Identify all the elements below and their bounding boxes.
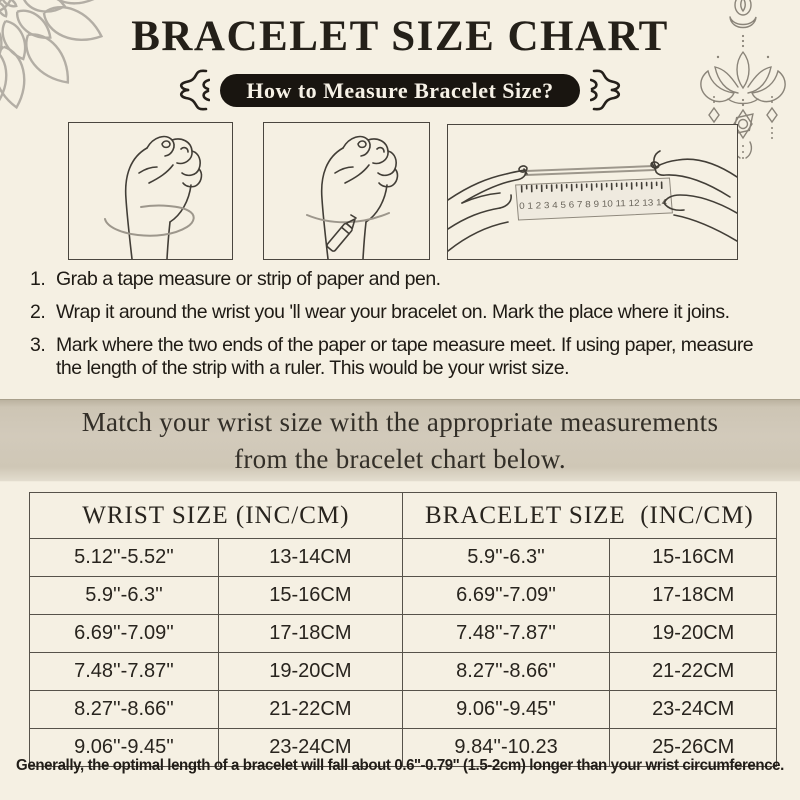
cell: 6.69''-7.09'' [402,577,610,615]
cell: 17-18CM [610,577,777,615]
wrist-size-header: WRIST SIZE (INC/CM) [30,493,403,539]
cell: 9.84''-10.23 [402,729,610,767]
cell: 9.06''-9.45'' [30,729,219,767]
flourish-right-icon [590,68,624,112]
cell: 21-22CM [610,653,777,691]
cell: 25-26CM [610,729,777,767]
cell: 23-24CM [218,729,402,767]
step-3-text: Mark where the two ends of the paper or tape measure meet. If using paper, measure the length of the strip with a ruler. This would be your wrist size. [56,334,754,379]
size-chart-table [29,492,777,767]
page-title: BRACELET SIZE CHART [131,13,669,60]
table-row [30,577,777,615]
step-2 [30,301,780,324]
table-header-row [30,493,777,539]
bracelet-size-header: BRACELET SIZE (INC/CM) [402,493,776,539]
cell: 8.27''-8.66'' [30,691,219,729]
banner-line-2: from the bracelet chart below. [234,443,566,474]
flourish-left-icon [176,68,210,112]
table-row [30,691,777,729]
banner-line-1: Match your wrist size with the appropriate measurements [81,406,719,437]
how-to-measure-badge: How to Measure Bracelet Size? [220,74,579,107]
ruler-measure-illustration-icon [448,125,737,259]
cell: 6.69''-7.09'' [30,615,219,653]
cell: 9.06''-9.45'' [402,691,610,729]
cell: 5.9''-6.3'' [30,577,219,615]
measure-steps-list [30,268,780,390]
cell: 19-20CM [610,615,777,653]
step-1-text: Grab a tape measure or strip of paper and pen. [56,268,441,290]
cell: 7.48''-7.87'' [402,615,610,653]
step-1-number: 1. [30,268,46,290]
figure-wrap-tape-around-wrist [68,122,233,260]
step-2-number: 2. [30,301,46,323]
step-3-number: 3. [30,334,46,356]
match-size-banner [0,399,800,482]
cell: 5.12''-5.52'' [30,539,219,577]
cell: 7.48''-7.87'' [30,653,219,691]
cell: 15-16CM [610,539,777,577]
cell: 13-14CM [218,539,402,577]
step-2-text: Wrap it around the wrist you 'll wear your bracelet on. Mark the place where it joins. [56,301,730,323]
table-row [30,653,777,691]
cell: 21-22CM [218,691,402,729]
cell: 23-24CM [610,691,777,729]
cell: 5.9''-6.3'' [402,539,610,577]
table-row [30,539,777,577]
step-3 [30,334,780,380]
mark-with-pen-illustration-icon [264,123,429,259]
footer-note: Generally, the optimal length of a bracelet will fall about 0.6''-0.79'' (1.5-2cm) longer than your wrist circumference. [16,757,784,774]
cell: 15-16CM [218,577,402,615]
wrap-tape-illustration-icon [69,123,232,259]
step-1 [30,268,780,291]
cell: 19-20CM [218,653,402,691]
cell: 17-18CM [218,615,402,653]
table-row [30,615,777,653]
ruler-scale-numbers: 0 1 2 3 4 5 6 7 8 9 10 11 12 13 14 [519,197,654,211]
figure-mark-wrist-with-pen [263,122,430,260]
figure-measure-with-ruler [447,124,738,260]
cell: 8.27''-8.66'' [402,653,610,691]
section-heading-row [0,68,800,112]
